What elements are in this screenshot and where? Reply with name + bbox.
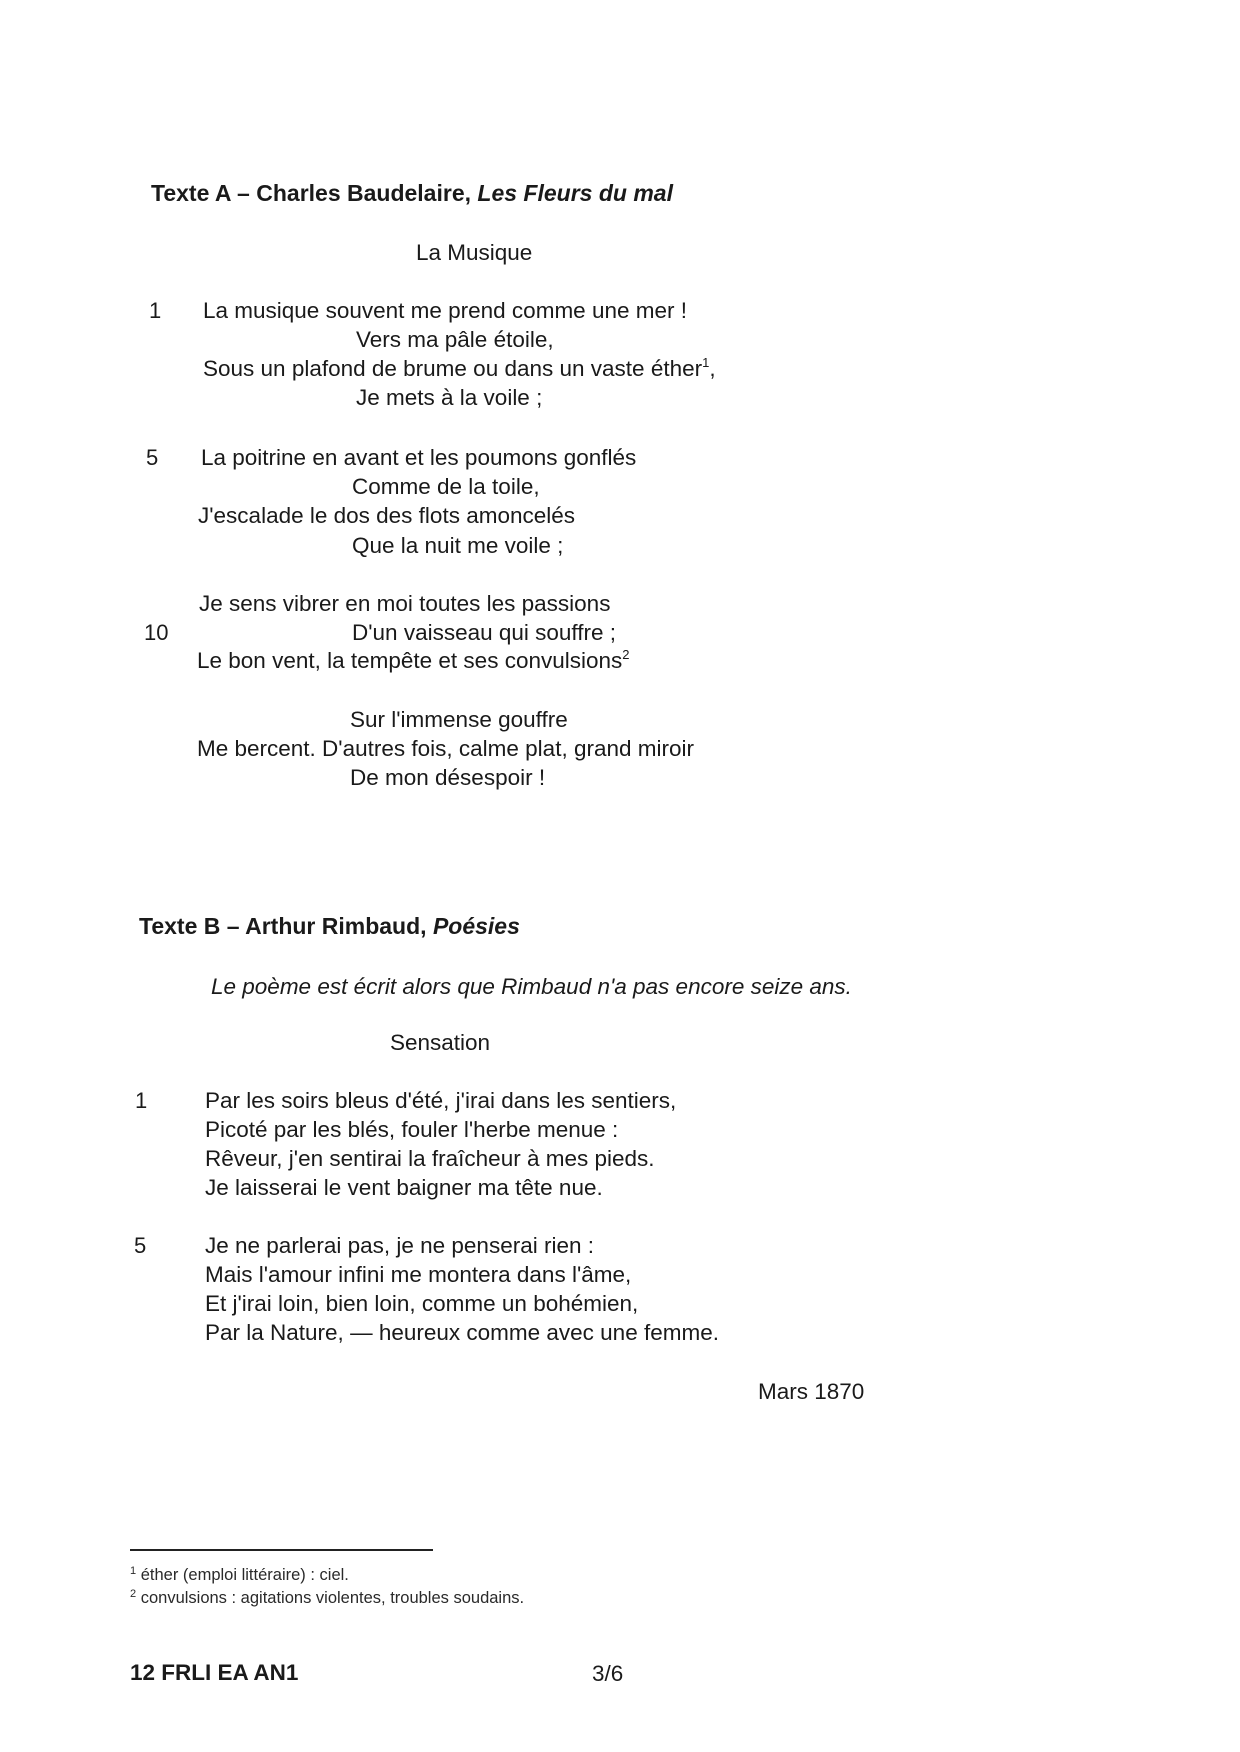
text-b-line-number: 1 <box>135 1088 148 1113</box>
text-a-line-number: 1 <box>149 298 162 323</box>
page-number: 3/6 <box>592 1661 624 1686</box>
text-a-verse-line: Sur l'immense gouffre <box>350 707 568 732</box>
footnote-ref-1: 1 <box>702 355 710 370</box>
text-a-verse-line: D'un vaisseau qui souffre ; <box>352 620 617 645</box>
text-a-verse-line: Sous un plafond de brume ou dans un vaste éther$^1$, <box>203 355 716 381</box>
text-a-verse-line: La musique souvent me prend comme une mer ! <box>203 298 687 323</box>
footnote-2: $^2$ convulsions : agitations violentes, troubles soudains. <box>130 1588 525 1607</box>
text-b-verse-line: Et j'irai loin, bien loin, comme un bohémien, <box>205 1291 639 1316</box>
text-a-verse-line: Que la nuit me voile ; <box>352 533 564 558</box>
text-b-verse-line: Rêveur, j'en sentirai la fraîcheur à mes pieds. <box>205 1146 655 1171</box>
exam-code: 12 FRLI EA AN1 <box>130 1660 299 1685</box>
text-a-verse-line: Vers ma pâle étoile, <box>356 327 554 352</box>
footnote-separator <box>130 1549 433 1551</box>
text-a-verse-line: Comme de la toile, <box>352 474 540 499</box>
text-b-verse-line: Je laisserai le vent baigner ma tête nue. <box>205 1175 603 1200</box>
text-a-verse-line: Je sens vibrer en moi toutes les passions <box>199 591 611 616</box>
text-b-verse-line: Mais l'amour infini me montera dans l'âme, <box>205 1262 632 1287</box>
text-a-verse-line: De mon désespoir ! <box>350 765 546 790</box>
text-b-intro: Le poème est écrit alors que Rimbaud n'a pas encore seize ans. <box>211 974 852 999</box>
text-a-verse-line: Je mets à la voile ; <box>356 385 543 410</box>
text-a-poem-title: La Musique <box>416 240 533 265</box>
text-b-verse-line: Par la Nature, — heureux comme avec une femme. <box>205 1320 719 1345</box>
text-b-verse-line: Picoté par les blés, fouler l'herbe menue : <box>205 1117 619 1142</box>
text-b-date: Mars 1870 <box>758 1379 865 1404</box>
text-a-verse-line: La poitrine en avant et les poumons gonflés <box>201 445 637 470</box>
text-a-heading: Texte A – Charles Baudelaire, Les Fleurs du mal <box>151 180 673 206</box>
text-a-verse-line: Me bercent. D'autres fois, calme plat, grand miroir <box>197 736 694 761</box>
footnote-1: $^1$ éther (emploi littéraire) : ciel. <box>130 1565 349 1584</box>
text-a-line-number: 10 <box>144 620 169 645</box>
text-b-poem-title: Sensation <box>390 1030 491 1055</box>
text-a-work-title: Les Fleurs du mal <box>477 180 673 206</box>
text-a-line-number: 5 <box>146 445 159 470</box>
text-b-work-title: Poésies <box>432 913 520 939</box>
text-a-verse-line: J'escalade le dos des flots amoncelés <box>198 503 576 528</box>
text-a-verse-line: Le bon vent, la tempête et ses convulsions$^2$ <box>197 647 630 673</box>
text-b-heading: Texte B – Arthur Rimbaud, Poésies <box>139 913 520 939</box>
text-b-line-number: 5 <box>134 1233 147 1258</box>
text-b-verse-line: Je ne parlerai pas, je ne penserai rien : <box>205 1233 594 1258</box>
footnote-ref-2: 2 <box>622 647 630 662</box>
text-b-verse-line: Par les soirs bleus d'été, j'irai dans les sentiers, <box>205 1088 677 1113</box>
